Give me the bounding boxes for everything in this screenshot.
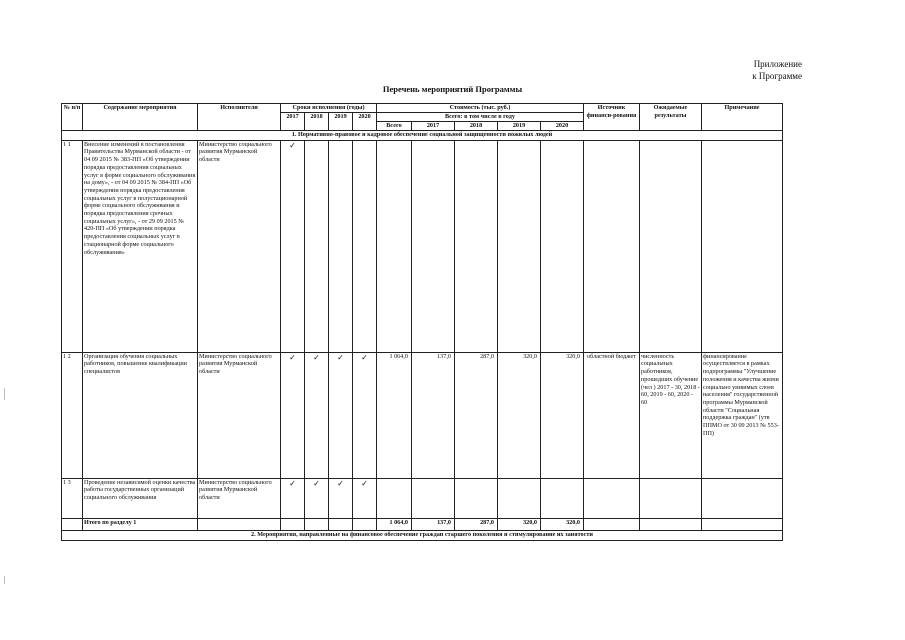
- header-term-2020: 2020: [353, 113, 377, 131]
- cost-2017: 137,0: [412, 352, 455, 478]
- measures-table: [61, 103, 783, 541]
- row-content: Организация обучения социальных работников, повышение квалификации специалистов: [83, 352, 198, 478]
- header-cost-2020: 2020: [541, 121, 584, 130]
- subtotal-2017: 137,0: [412, 518, 455, 530]
- check-mark-icon: ✓: [281, 352, 305, 478]
- scan-mark: [4, 576, 5, 584]
- header-cost-total: Всего: [377, 121, 412, 130]
- document-title: Перечень мероприятий Программы: [382, 84, 523, 94]
- subtotal-row: [62, 518, 783, 530]
- check-mark-icon: ✓: [329, 478, 353, 518]
- funding-source: областной бюджет: [584, 352, 640, 478]
- row-executor: Министерство социального развития Мурманской области: [198, 140, 281, 352]
- section-row: [62, 530, 783, 540]
- cost-2019: 320,0: [498, 352, 541, 478]
- row-content: Проведение независимой оценки качества работы государственных организаций социального обслуживания: [83, 478, 198, 518]
- appendix-note: [752, 58, 802, 82]
- section-row: [62, 130, 783, 140]
- subtotal-label: Итого по разделу 1: [83, 518, 198, 530]
- section-title: 1. Нормативно-правовое и кадровое обеспечение социальной защищенности пожилых людей: [62, 130, 783, 140]
- row-note: финансирование осуществляется в рамках подпрограммы "Улучшение положения и качества жизни социально уязвимых слоев населения" государственной программы Мурманской области "Социальная поддержка граждан" (утв ППМО от 30 09 2013 № 553-ПП): [702, 352, 783, 478]
- check-mark-icon: ✓: [305, 478, 329, 518]
- row-executor: Министерство социального развития Мурманской области: [198, 478, 281, 518]
- cost-2020: 320,0: [541, 352, 584, 478]
- subtotal-total: 1 064,0: [377, 518, 412, 530]
- header-term-2017: 2017: [281, 113, 305, 131]
- subtotal-2020: 320,0: [541, 518, 584, 530]
- check-mark-icon: ✓: [353, 352, 377, 478]
- scan-mark: [4, 388, 5, 400]
- table-row: [62, 140, 783, 352]
- header-cost-2017: 2017: [412, 121, 455, 130]
- header-cost-2018: 2018: [455, 121, 498, 130]
- header-results: Ожидаемые результаты: [640, 104, 702, 131]
- header-content: Содержание мероприятия: [83, 104, 198, 131]
- check-mark-icon: ✓: [281, 478, 305, 518]
- header-cost: Стоимость (тыс. руб.): [377, 104, 584, 113]
- subtotal-2018: 287,0: [455, 518, 498, 530]
- cost-total: 1 064,0: [377, 352, 412, 478]
- appendix-line-1: Приложение: [753, 59, 802, 69]
- row-num: 1 3: [62, 478, 83, 518]
- subtotal-2019: 320,0: [498, 518, 541, 530]
- header-cost-sub: Всего: в том числе в году: [377, 113, 584, 122]
- row-num: 1 1: [62, 140, 83, 352]
- header-row-1: [62, 104, 783, 113]
- header-executor: Исполнители: [198, 104, 281, 131]
- table-row: [62, 352, 783, 478]
- header-note: Примечание: [702, 104, 783, 131]
- check-mark-icon: ✓: [353, 478, 377, 518]
- row-num: 1 2: [62, 352, 83, 478]
- row-content: Внесение изменений в постановления Правительства Мурманской области - от 04 09 2015 № 383-ПП «Об утверждении порядка предоставления социальных услуг в форме социального обслуживания на дому», - от 04 09 2015 № 384-ПП «Об утверждении порядка предоставления социальных услуг в полустационарной форме социального обслуживания и порядка предоставления срочных социальных услуг», - от 29 09 2015 № 420-ПП «Об утверждении порядка предоставления социальных услуг в стационарной форме социального обслуживания»: [83, 140, 198, 352]
- section-title: 2. Мероприятия, направленные на финансовое обеспечение граждан старшего поколения и стимулирование их занятости: [62, 530, 783, 540]
- header-source: Источник финанси-рования: [584, 104, 640, 131]
- check-mark-icon: ✓: [329, 352, 353, 478]
- check-mark-icon: ✓: [281, 140, 305, 352]
- appendix-line-2: к Программе: [752, 71, 802, 81]
- header-cost-2019: 2019: [498, 121, 541, 130]
- cost-2018: 287,0: [455, 352, 498, 478]
- check-mark-icon: ✓: [305, 352, 329, 478]
- header-num: № п/п: [62, 104, 83, 131]
- header-term-2018: 2018: [305, 113, 329, 131]
- table-row: [62, 478, 783, 518]
- header-terms: Сроки исполнения (годы): [281, 104, 377, 113]
- header-term-2019: 2019: [329, 113, 353, 131]
- expected-results: численность социальных работников, прошедших обучение (чел ) 2017 - 30, 2018 - 60, 2019 - 60, 2020 - 60: [640, 352, 702, 478]
- row-executor: Министерство социального развития Мурманской области: [198, 352, 281, 478]
